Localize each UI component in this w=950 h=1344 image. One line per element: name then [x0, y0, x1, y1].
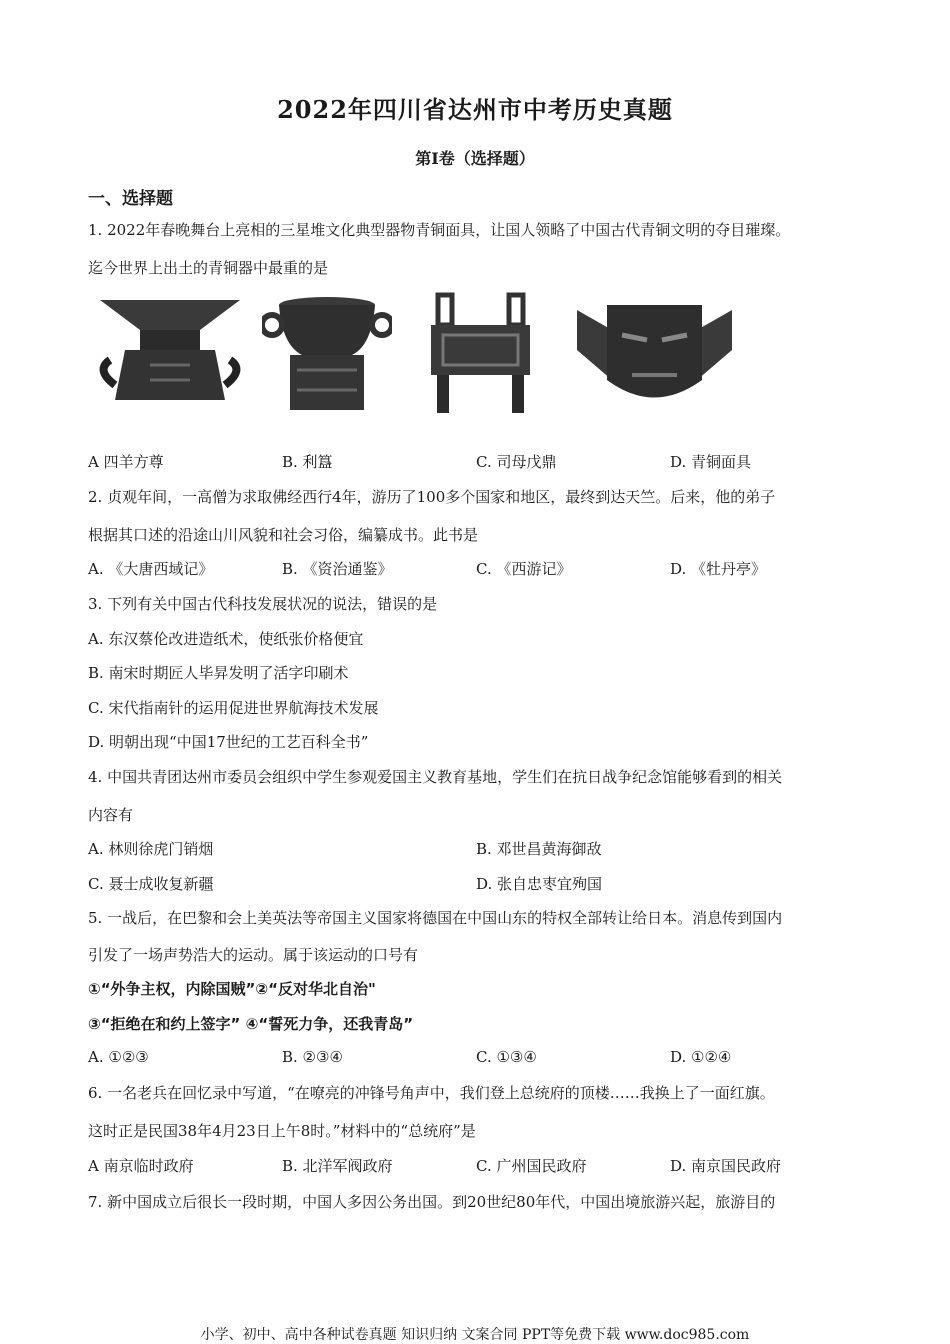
q2-option-b: B. 《资治通鉴》 — [282, 560, 393, 578]
bronze-zun-image — [90, 290, 250, 415]
q6-stem-line1: 6. 一名老兵在回忆录中写道，“在嘹亮的冲锋号角声中，我们登上总统府的顶楼……我换上了一面红旗。 — [88, 1084, 775, 1102]
q4-stem-line2: 内容有 — [88, 806, 134, 824]
q5-option-b: B. ②③④ — [282, 1048, 343, 1066]
q1-stem-line1: 1. 2022年春晚舞台上亮相的三星堆文化典型器物青铜面具，让国人领略了中国古代青铜文明的夺目璀璨。 — [88, 221, 791, 239]
q2-stem-line2: 根据其口述的沿途山川风貌和社会习俗，编纂成书。此书是 — [88, 526, 479, 544]
q6-option-a: A 南京临时政府 — [88, 1157, 194, 1175]
q4-option-a: A. 林则徐虎门销烟 — [88, 840, 214, 858]
q6-stem-line2: 这时正是民国38年4月23日上午8时。”材料中的“总统府”是 — [88, 1122, 476, 1140]
q3-option-a: A. 东汉蔡伦改进造纸术，使纸张价格便宜 — [88, 630, 364, 648]
q5-slogans-line1: ①“外争主权，内除国贼”②“反对华北自治" — [88, 980, 376, 998]
q4-stem-line1: 4. 中国共青团达州市委员会组织中学生参观爱国主义教育基地，学生们在抗日战争纪念馆能够看到的相关 — [88, 768, 783, 786]
q4-option-d: D. 张自忠枣宜殉国 — [476, 875, 603, 893]
q5-option-a: A. ①②③ — [88, 1048, 149, 1066]
q1-option-d: D. 青铜面具 — [670, 453, 752, 471]
q4-option-c: C. 聂士成收复新疆 — [88, 875, 214, 893]
volume-subtitle: 第Ⅰ卷（选择题） — [415, 149, 535, 168]
q1-option-c: C. 司母戊鼎 — [476, 453, 557, 471]
q1-stem-line2: 迄今世界上出土的青铜器中最重的是 — [88, 259, 329, 277]
q3-stem: 3. 下列有关中国古代科技发展状况的说法，错误的是 — [88, 595, 438, 613]
q6-option-c: C. 广州国民政府 — [476, 1157, 587, 1175]
page-title: 2022年四川省达州市中考历史真题 — [277, 95, 673, 124]
q2-option-d: D. 《牡丹亭》 — [670, 560, 767, 578]
q6-option-d: D. 南京国民政府 — [670, 1157, 782, 1175]
page-footer: 小学、初中、高中各种试卷真题 知识归纳 文案合同 PPT等免费下载 www.doc985.com — [200, 1327, 750, 1343]
bronze-mask-image — [572, 290, 737, 415]
q5-stem-line2: 引发了一场声势浩大的运动。属于该运动的口号有 — [88, 946, 419, 964]
q3-option-c: C. 宋代指南针的运用促进世界航海技术发展 — [88, 699, 379, 717]
q2-option-a: A. 《大唐西域记》 — [88, 560, 214, 578]
section-heading: 一、选择题 — [88, 189, 173, 209]
bronze-gui-image — [262, 290, 392, 415]
q3-option-b: B. 南宋时期匠人毕昇发明了活字印刷术 — [88, 664, 349, 682]
q3-option-d: D. 明朝出现“中国17世纪的工艺百科全书” — [88, 733, 369, 751]
q5-slogans-line2: ③“拒绝在和约上签字” ④“誓死力争，还我青岛” — [88, 1015, 414, 1033]
q5-option-c: C. ①③④ — [476, 1048, 537, 1066]
q2-option-c: C. 《西游记》 — [476, 560, 572, 578]
q5-option-d: D. ①②④ — [670, 1048, 732, 1066]
q6-option-b: B. 北洋军阀政府 — [282, 1157, 393, 1175]
q7-stem-line1: 7. 新中国成立后很长一段时期，中国人多因公务出国。到20世纪80年代，中国出境旅游兴起，旅游目的 — [88, 1193, 776, 1211]
q5-stem-line1: 5. 一战后，在巴黎和会上美英法等帝国主义国家将德国在中国山东的特权全部转让给日本。消息传到国内 — [88, 909, 783, 927]
bronze-ding-image — [423, 290, 538, 415]
q2-stem-line1: 2. 贞观年间，一高僧为求取佛经西行4年，游历了100多个国家和地区，最终到达天竺。后来，他的弟子 — [88, 488, 776, 506]
q1-option-a: A 四羊方尊 — [88, 453, 164, 471]
q1-option-b: B. 利簋 — [282, 453, 333, 471]
q4-option-b: B. 邓世昌黄海御敌 — [476, 840, 602, 858]
